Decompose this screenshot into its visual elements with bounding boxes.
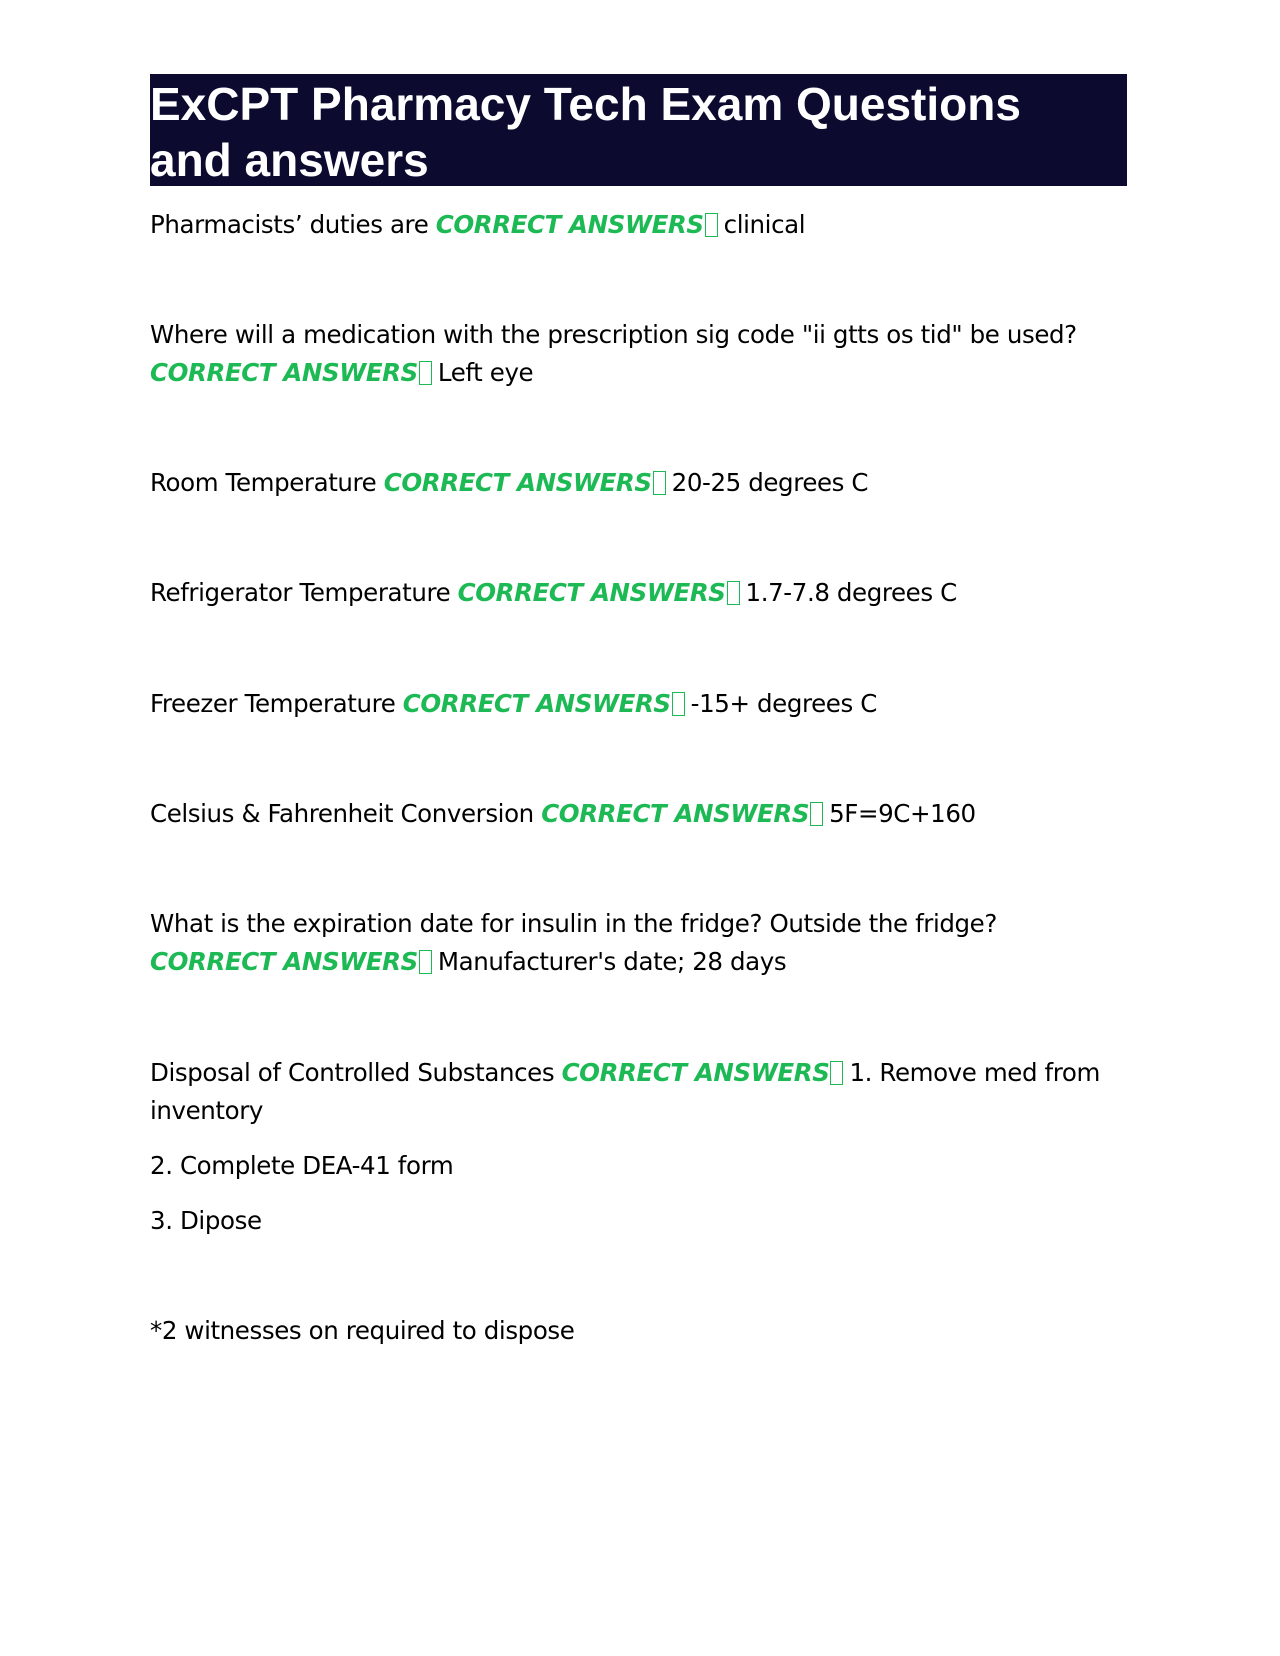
disposal-step-2: 2. Complete DEA-41 form xyxy=(150,1151,454,1180)
arrow-glyph-icon xyxy=(705,213,718,237)
question-text: Room Temperature xyxy=(150,468,377,497)
question-text: What is the expiration date for insulin in the fridge? Outside the fridge? xyxy=(150,909,997,938)
answer-text: clinical xyxy=(723,210,806,239)
question-text: Celsius & Fahrenheit Conversion xyxy=(150,799,534,828)
correct-answers-label: CORRECT ANSWERS xyxy=(150,947,418,976)
document-title xyxy=(150,74,1127,186)
qa-item xyxy=(150,316,1127,392)
arrow-glyph-icon xyxy=(419,361,432,385)
question-text: Disposal of Controlled Substances xyxy=(150,1058,555,1087)
arrow-glyph-icon xyxy=(672,692,685,716)
correct-answers-label: CORRECT ANSWERS xyxy=(435,210,704,239)
correct-answers-label: CORRECT ANSWERS xyxy=(150,358,418,387)
answer-text: 1.7-7.8 degrees C xyxy=(745,578,957,607)
title-line-1: ExCPT Pharmacy Tech Exam Questions xyxy=(150,78,1021,130)
qa-item xyxy=(150,1054,1127,1130)
answer-text: 20-25 degrees C xyxy=(671,468,869,497)
answer-text: Manufacturer's date; 28 days xyxy=(437,947,787,976)
arrow-glyph-icon xyxy=(830,1061,843,1085)
arrow-glyph-icon xyxy=(419,950,432,974)
answer-text: 5F=9C+160 xyxy=(829,799,976,828)
qa-item xyxy=(150,795,1127,833)
correct-answers-label: CORRECT ANSWERS xyxy=(383,468,652,497)
document-page xyxy=(150,74,1127,1345)
correct-answers-label: CORRECT ANSWERS xyxy=(561,1058,830,1087)
question-text: Freezer Temperature xyxy=(150,689,396,718)
arrow-glyph-icon xyxy=(810,802,823,826)
answer-text: Left eye xyxy=(437,358,534,387)
qa-item xyxy=(150,574,1127,612)
witness-note: *2 witnesses on required to dispose xyxy=(150,1316,575,1345)
qa-item xyxy=(150,685,1127,723)
disposal-step-3: 3. Dipose xyxy=(150,1206,262,1235)
qa-item xyxy=(150,464,1127,502)
correct-answers-label: CORRECT ANSWERS xyxy=(402,689,671,718)
answer-text: -15+ degrees C xyxy=(690,689,877,718)
correct-answers-label: CORRECT ANSWERS xyxy=(541,799,810,828)
correct-answers-label: CORRECT ANSWERS xyxy=(457,578,726,607)
arrow-glyph-icon xyxy=(727,581,740,605)
arrow-glyph-icon xyxy=(653,471,666,495)
question-text: Pharmacists’ duties are xyxy=(150,210,429,239)
title-line-2: and answers xyxy=(150,134,429,186)
qa-item xyxy=(150,206,1127,244)
question-text: Where will a medication with the prescription sig code "ii gtts os tid" be used? xyxy=(150,320,1077,349)
question-text: Refrigerator Temperature xyxy=(150,578,451,607)
answer-text: 1. Remove med from inventory xyxy=(150,1058,1100,1125)
qa-item xyxy=(150,905,1127,981)
